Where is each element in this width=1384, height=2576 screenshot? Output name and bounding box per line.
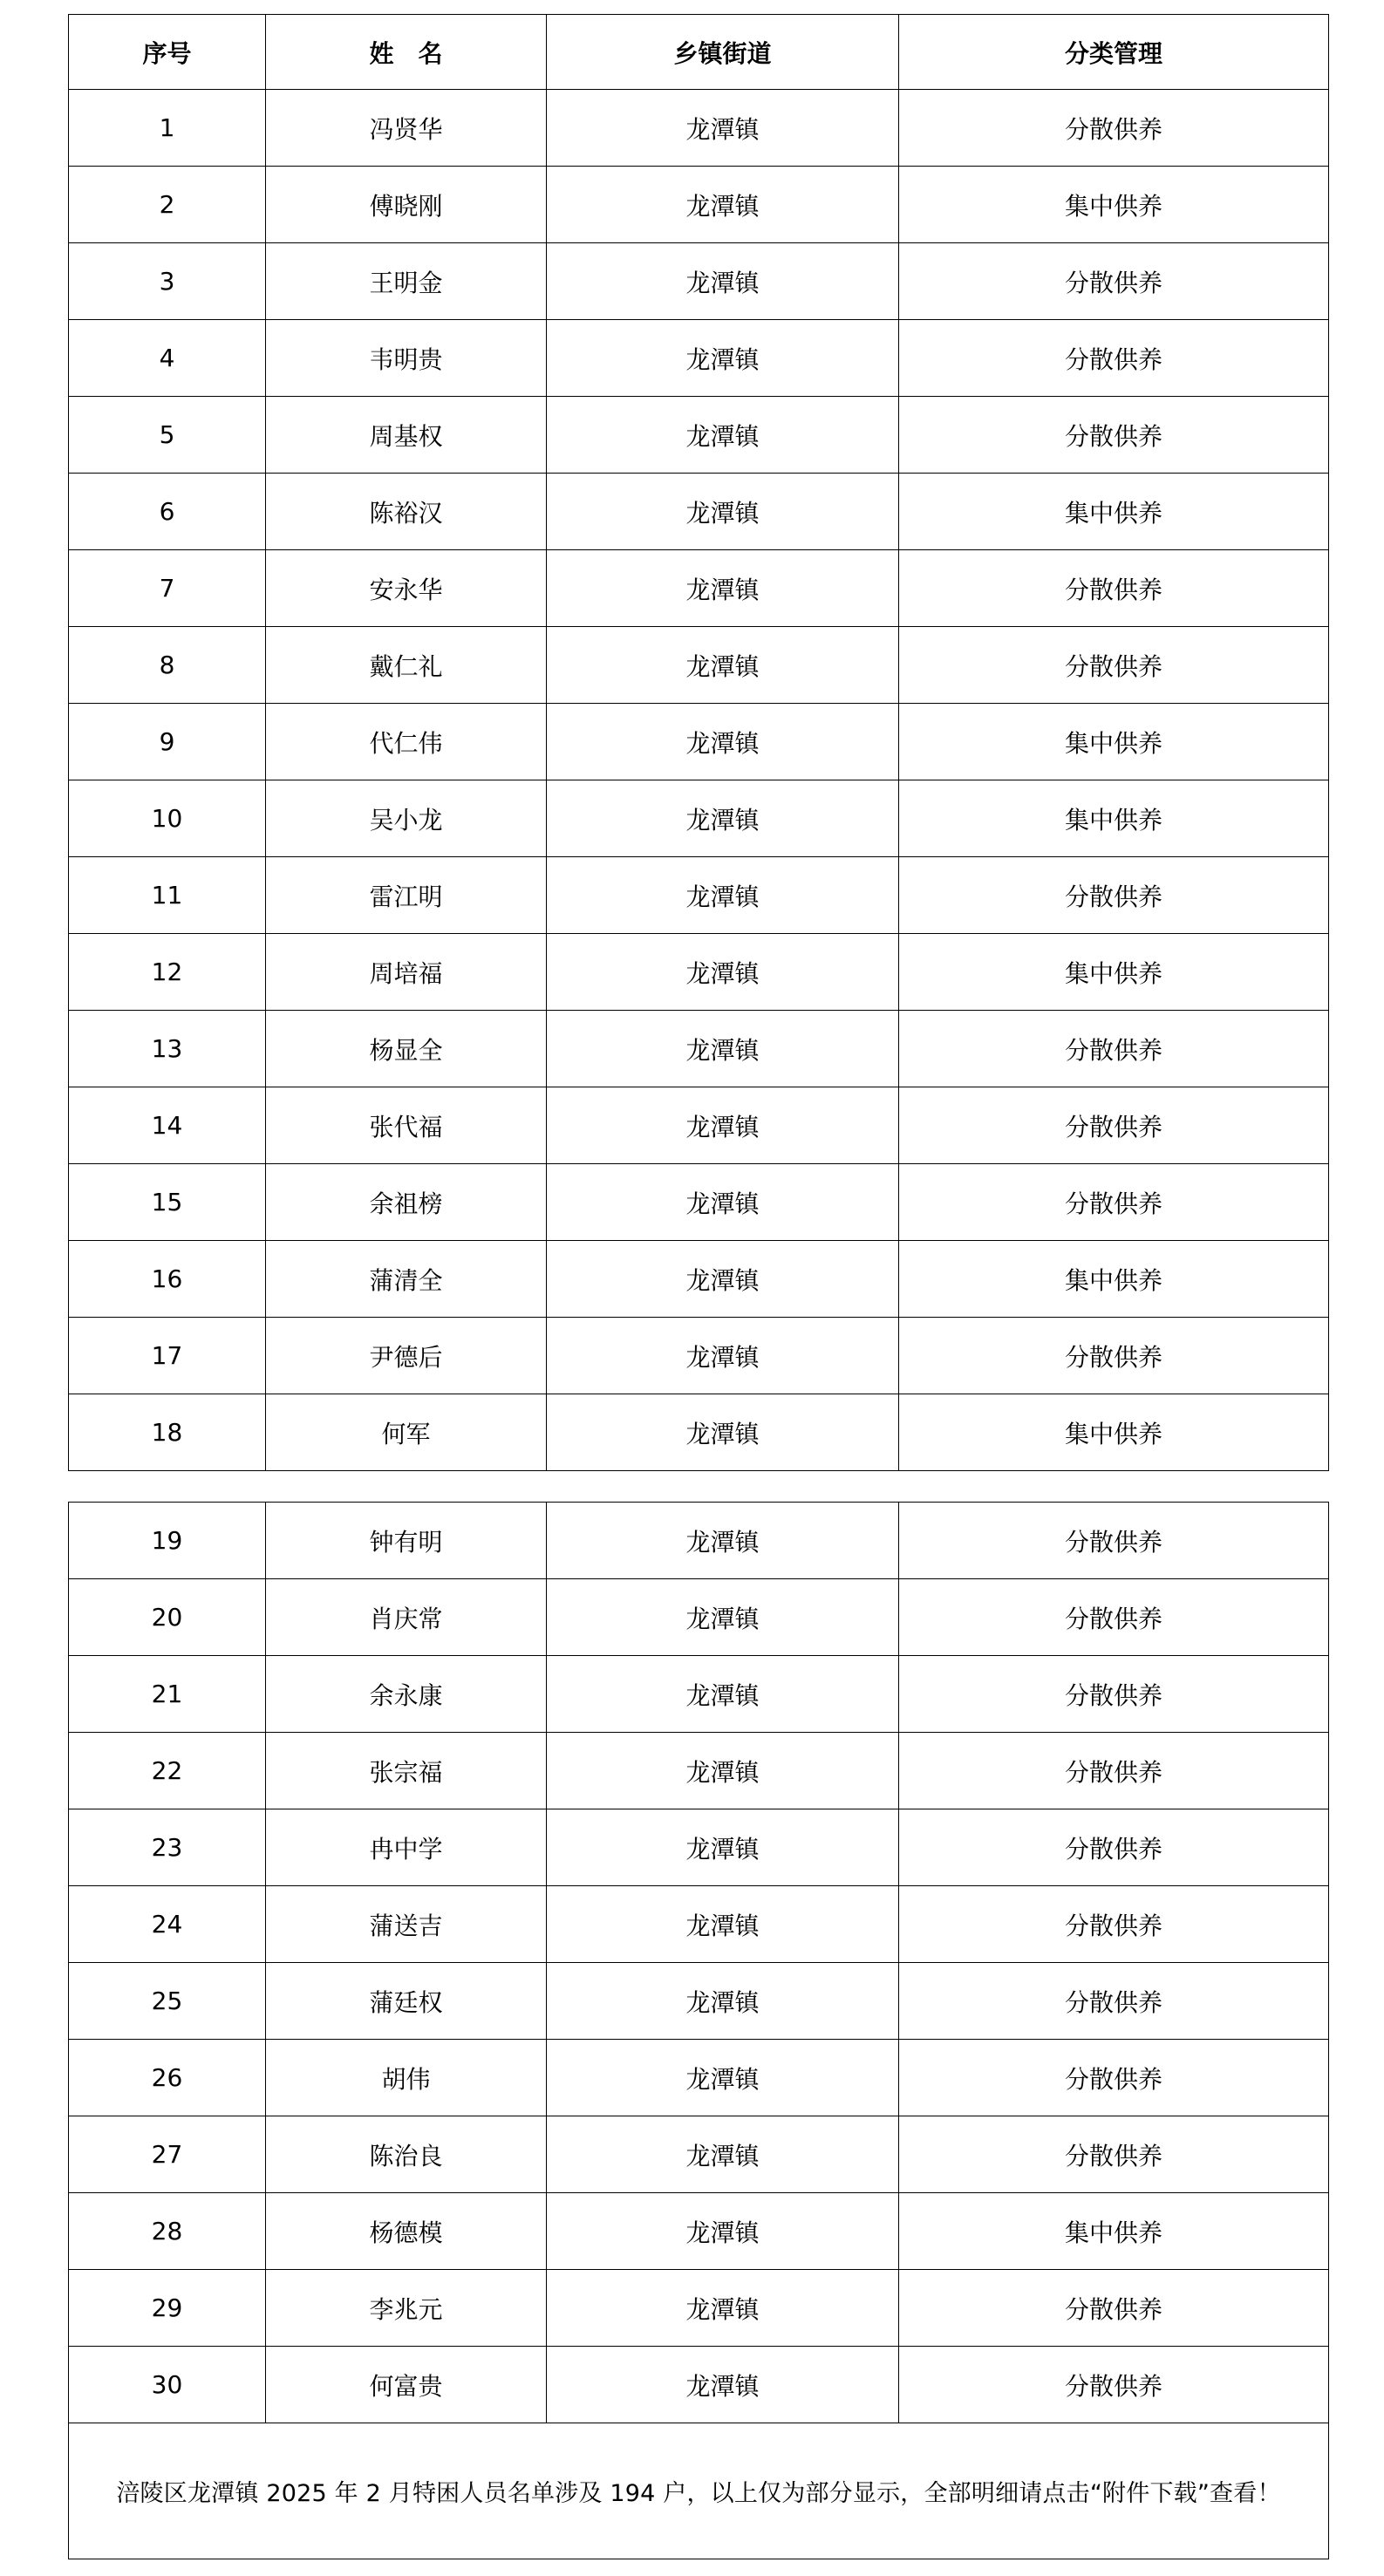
cell-town: 龙潭镇: [547, 397, 899, 474]
footnote-row: [69, 2423, 1329, 2559]
cell-name: 蒲廷权: [266, 1963, 547, 2040]
cell-no: 28: [69, 2193, 266, 2270]
cell-category: 分散供养: [899, 857, 1329, 934]
cell-category: 集中供养: [899, 1394, 1329, 1471]
cell-name: 何富贵: [266, 2347, 547, 2423]
roster-body-bottom: [69, 1503, 1329, 2423]
table-row: [69, 1087, 1329, 1164]
cell-category: 分散供养: [899, 2270, 1329, 2347]
cell-no: 13: [69, 1011, 266, 1087]
header-no: 序号: [69, 15, 266, 90]
cell-no: 8: [69, 627, 266, 704]
cell-town: 龙潭镇: [547, 2193, 899, 2270]
cell-no: 9: [69, 704, 266, 780]
cell-name: 蒲送吉: [266, 1886, 547, 1963]
cell-no: 3: [69, 243, 266, 320]
cell-name: 余祖榜: [266, 1164, 547, 1241]
table-row: [69, 1579, 1329, 1656]
cell-no: 14: [69, 1087, 266, 1164]
cell-category: 集中供养: [899, 167, 1329, 243]
cell-name: 傅晓刚: [266, 167, 547, 243]
cell-no: 27: [69, 2116, 266, 2193]
cell-town: 龙潭镇: [547, 2116, 899, 2193]
cell-town: 龙潭镇: [547, 1503, 899, 1579]
cell-name: 杨显全: [266, 1011, 547, 1087]
cell-no: 22: [69, 1733, 266, 1809]
cell-category: 分散供养: [899, 1886, 1329, 1963]
header-town: 乡镇街道: [547, 15, 899, 90]
table-row: [69, 934, 1329, 1011]
cell-name: 冯贤华: [266, 90, 547, 167]
cell-town: 龙潭镇: [547, 1656, 899, 1733]
cell-town: 龙潭镇: [547, 1579, 899, 1656]
table-row: [69, 857, 1329, 934]
table-row: [69, 167, 1329, 243]
cell-town: 龙潭镇: [547, 2347, 899, 2423]
header-name: 姓 名: [266, 15, 547, 90]
cell-name: 代仁伟: [266, 704, 547, 780]
table-row: [69, 704, 1329, 780]
cell-town: 龙潭镇: [547, 934, 899, 1011]
cell-category: 分散供养: [899, 1809, 1329, 1886]
cell-category: 分散供养: [899, 2116, 1329, 2193]
cell-category: 集中供养: [899, 934, 1329, 1011]
cell-no: 1: [69, 90, 266, 167]
cell-town: 龙潭镇: [547, 1886, 899, 1963]
cell-name: 韦明贵: [266, 320, 547, 397]
cell-town: 龙潭镇: [547, 1733, 899, 1809]
cell-category: 分散供养: [899, 1733, 1329, 1809]
cell-category: 集中供养: [899, 704, 1329, 780]
cell-name: 胡伟: [266, 2040, 547, 2116]
cell-name: 杨德模: [266, 2193, 547, 2270]
cell-no: 12: [69, 934, 266, 1011]
table-row: [69, 474, 1329, 550]
cell-town: 龙潭镇: [547, 2270, 899, 2347]
cell-name: 张宗福: [266, 1733, 547, 1809]
cell-name: 周培福: [266, 934, 547, 1011]
cell-no: 20: [69, 1579, 266, 1656]
cell-name: 王明金: [266, 243, 547, 320]
cell-no: 2: [69, 167, 266, 243]
cell-category: 分散供养: [899, 1087, 1329, 1164]
table-row: [69, 397, 1329, 474]
table-row: [69, 90, 1329, 167]
cell-category: 分散供养: [899, 1164, 1329, 1241]
table-row: [69, 1503, 1329, 1579]
cell-town: 龙潭镇: [547, 320, 899, 397]
cell-no: 30: [69, 2347, 266, 2423]
cell-name: 雷江明: [266, 857, 547, 934]
table-row: [69, 1241, 1329, 1318]
cell-category: 分散供养: [899, 1963, 1329, 2040]
cell-category: 分散供养: [899, 90, 1329, 167]
cell-name: 冉中学: [266, 1809, 547, 1886]
cell-no: 21: [69, 1656, 266, 1733]
cell-town: 龙潭镇: [547, 2040, 899, 2116]
cell-town: 龙潭镇: [547, 780, 899, 857]
table-row: [69, 1733, 1329, 1809]
cell-category: 集中供养: [899, 2193, 1329, 2270]
cell-category: 集中供养: [899, 474, 1329, 550]
cell-no: 25: [69, 1963, 266, 2040]
cell-town: 龙潭镇: [547, 167, 899, 243]
table-header-row: [69, 15, 1329, 90]
table-row: [69, 1963, 1329, 2040]
cell-category: 分散供养: [899, 1656, 1329, 1733]
cell-category: 分散供养: [899, 243, 1329, 320]
cell-category: 分散供养: [899, 627, 1329, 704]
cell-name: 戴仁礼: [266, 627, 547, 704]
cell-no: 24: [69, 1886, 266, 1963]
cell-no: 29: [69, 2270, 266, 2347]
cell-town: 龙潭镇: [547, 627, 899, 704]
cell-town: 龙潭镇: [547, 1394, 899, 1471]
cell-name: 李兆元: [266, 2270, 547, 2347]
cell-category: 分散供养: [899, 1579, 1329, 1656]
table-row: [69, 320, 1329, 397]
roster-table-bottom: [68, 1502, 1329, 2559]
cell-category: 分散供养: [899, 2040, 1329, 2116]
table-row: [69, 2270, 1329, 2347]
cell-no: 18: [69, 1394, 266, 1471]
cell-no: 7: [69, 550, 266, 627]
cell-no: 16: [69, 1241, 266, 1318]
roster-body-top: [69, 90, 1329, 1471]
cell-no: 5: [69, 397, 266, 474]
table-row: [69, 780, 1329, 857]
cell-category: 分散供养: [899, 2347, 1329, 2423]
cell-town: 龙潭镇: [547, 1164, 899, 1241]
cell-name: 蒲清全: [266, 1241, 547, 1318]
table-row: [69, 550, 1329, 627]
cell-name: 余永康: [266, 1656, 547, 1733]
cell-category: 分散供养: [899, 320, 1329, 397]
cell-name: 何军: [266, 1394, 547, 1471]
cell-no: 10: [69, 780, 266, 857]
cell-category: 集中供养: [899, 780, 1329, 857]
cell-name: 陈裕汉: [266, 474, 547, 550]
table-row: [69, 1164, 1329, 1241]
cell-name: 尹德后: [266, 1318, 547, 1394]
cell-no: 23: [69, 1809, 266, 1886]
cell-no: 19: [69, 1503, 266, 1579]
table-row: [69, 1656, 1329, 1733]
cell-name: 钟有明: [266, 1503, 547, 1579]
cell-town: 龙潭镇: [547, 1963, 899, 2040]
cell-no: 4: [69, 320, 266, 397]
cell-name: 肖庆常: [266, 1579, 547, 1656]
cell-name: 安永华: [266, 550, 547, 627]
cell-name: 吴小龙: [266, 780, 547, 857]
cell-town: 龙潭镇: [547, 1318, 899, 1394]
table-row: [69, 2116, 1329, 2193]
table-row: [69, 2193, 1329, 2270]
cell-no: 17: [69, 1318, 266, 1394]
table-row: [69, 2040, 1329, 2116]
cell-town: 龙潭镇: [547, 1241, 899, 1318]
cell-category: 分散供养: [899, 1503, 1329, 1579]
table-row: [69, 627, 1329, 704]
cell-town: 龙潭镇: [547, 1087, 899, 1164]
cell-town: 龙潭镇: [547, 704, 899, 780]
cell-category: 分散供养: [899, 1318, 1329, 1394]
cell-town: 龙潭镇: [547, 550, 899, 627]
table-row: [69, 243, 1329, 320]
header-category: 分类管理: [899, 15, 1329, 90]
cell-name: 张代福: [266, 1087, 547, 1164]
table-row: [69, 1318, 1329, 1394]
cell-town: 龙潭镇: [547, 1809, 899, 1886]
cell-no: 11: [69, 857, 266, 934]
cell-town: 龙潭镇: [547, 90, 899, 167]
table-row: [69, 1394, 1329, 1471]
cell-category: 分散供养: [899, 1011, 1329, 1087]
cell-no: 6: [69, 474, 266, 550]
cell-no: 26: [69, 2040, 266, 2116]
table-row: [69, 1886, 1329, 1963]
cell-category: 集中供养: [899, 1241, 1329, 1318]
cell-name: 周基权: [266, 397, 547, 474]
cell-town: 龙潭镇: [547, 474, 899, 550]
cell-name: 陈治良: [266, 2116, 547, 2193]
cell-town: 龙潭镇: [547, 1011, 899, 1087]
cell-category: 分散供养: [899, 550, 1329, 627]
cell-category: 分散供养: [899, 397, 1329, 474]
cell-no: 15: [69, 1164, 266, 1241]
table-row: [69, 1011, 1329, 1087]
table-row: [69, 1809, 1329, 1886]
cell-town: 龙潭镇: [547, 243, 899, 320]
footnote-text: 涪陵区龙潭镇 2025 年 2 月特困人员名单涉及 194 户，以上仅为部分显示，全部明细请点击“附件下载”查看！: [69, 2423, 1329, 2559]
cell-town: 龙潭镇: [547, 857, 899, 934]
roster-table-top: [68, 14, 1329, 1471]
table-row: [69, 2347, 1329, 2423]
